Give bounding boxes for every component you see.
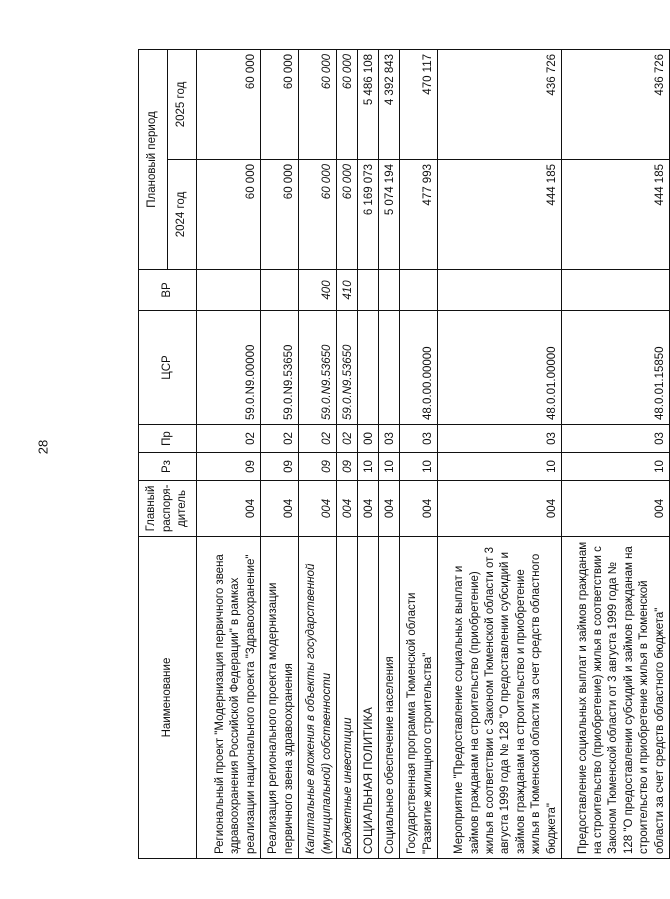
row-vr <box>400 270 438 311</box>
row-pr: 02 <box>261 425 299 453</box>
row-2024: 477 993 <box>400 160 438 270</box>
row-name: Бюджетные инвестиции <box>337 537 358 859</box>
row-vr <box>562 270 670 311</box>
row-name: Капитальные вложения в объекты государственной (муниципальной) собственности <box>299 537 337 859</box>
row-name: Социальное обеспечение населения <box>379 537 400 859</box>
col-header-csr: ЦСР <box>139 311 197 425</box>
row-rz: 10 <box>400 453 438 481</box>
row-admin: 004 <box>400 481 438 537</box>
row-name: Мероприятие "Предоставление социальных выплат и займов гражданам на строительство (приобретение) жилья в соответствии с Законом Тюменской области от 3 августа 1999 года № 128 "О предоставлении субсидий и займов гражданам на строительство и приобретение жилья в Тюменской области за счет средств областного бюджета" <box>438 537 562 859</box>
budget-table <box>138 49 670 859</box>
table-row <box>261 49 299 858</box>
header-row-1 <box>139 49 168 858</box>
row-rz: 09 <box>337 453 358 481</box>
row-csr <box>358 311 379 425</box>
table-row <box>562 49 670 858</box>
row-vr <box>358 270 379 311</box>
row-pr: 00 <box>358 425 379 453</box>
row-pr: 03 <box>400 425 438 453</box>
row-rz: 09 <box>197 453 261 481</box>
row-rz: 10 <box>562 453 670 481</box>
row-name: СОЦИАЛЬНАЯ ПОЛИТИКА <box>358 537 379 859</box>
row-2025: 60 000 <box>299 49 337 159</box>
row-admin: 004 <box>337 481 358 537</box>
row-csr <box>379 311 400 425</box>
row-csr: 59.0.N9.53650 <box>337 311 358 425</box>
col-header-pr: Пр <box>139 425 197 453</box>
row-vr: 400 <box>299 270 337 311</box>
table-row <box>337 49 358 858</box>
col-header-year-2025: 2025 год <box>168 49 197 159</box>
row-2024: 444 185 <box>562 160 670 270</box>
row-pr: 02 <box>337 425 358 453</box>
row-2025: 60 000 <box>261 49 299 159</box>
row-admin: 004 <box>261 481 299 537</box>
page-number: 28 <box>35 439 51 455</box>
row-2024: 6 169 073 <box>358 160 379 270</box>
row-rz: 10 <box>358 453 379 481</box>
row-pr: 03 <box>438 425 562 453</box>
row-2025: 4 392 843 <box>379 49 400 159</box>
table-row <box>358 49 379 858</box>
row-csr: 59.0.N9.00000 <box>197 311 261 425</box>
col-header-admin: Главный распоря-дитель <box>139 481 197 537</box>
row-admin: 004 <box>562 481 670 537</box>
row-vr <box>438 270 562 311</box>
row-2025: 470 117 <box>400 49 438 159</box>
table-row <box>299 49 337 858</box>
row-name: Государственная программа Тюменской области "Развитие жилищного строительства" <box>400 537 438 859</box>
row-admin: 004 <box>299 481 337 537</box>
row-csr: 48.0.00.00000 <box>400 311 438 425</box>
row-2024: 444 185 <box>438 160 562 270</box>
row-csr: 59.0.N9.53650 <box>299 311 337 425</box>
row-admin: 004 <box>438 481 562 537</box>
row-pr: 03 <box>379 425 400 453</box>
col-header-planned-period: Плановый период <box>139 49 168 269</box>
row-admin: 004 <box>379 481 400 537</box>
row-2024: 60 000 <box>197 160 261 270</box>
row-admin: 004 <box>197 481 261 537</box>
row-2025: 5 486 108 <box>358 49 379 159</box>
row-vr: 410 <box>337 270 358 311</box>
col-header-vr: ВР <box>139 270 197 311</box>
row-pr: 03 <box>562 425 670 453</box>
col-header-rz: Рз <box>139 453 197 481</box>
table-row <box>438 49 562 858</box>
row-vr <box>261 270 299 311</box>
row-2025: 436 726 <box>438 49 562 159</box>
row-pr: 02 <box>299 425 337 453</box>
row-name: Предоставление социальных выплат и займов гражданам на строительство (приобретение) жилья в соответствии с Законом Тюменской области от 3 августа 1999 года № 128 "О предоставлении субсидий и займов гражданам на строительство и приобретение жилья в Тюменской области за счет средств областного бюджета" <box>562 537 670 859</box>
row-rz: 09 <box>261 453 299 481</box>
row-rz: 10 <box>379 453 400 481</box>
row-rz: 10 <box>438 453 562 481</box>
col-header-year-2024: 2024 год <box>168 160 197 270</box>
row-2025: 60 000 <box>337 49 358 159</box>
col-header-name: Наименование <box>139 537 197 859</box>
row-2024: 60 000 <box>299 160 337 270</box>
row-2025: 436 726 <box>562 49 670 159</box>
row-pr: 02 <box>197 425 261 453</box>
row-csr: 48.0.01.00000 <box>438 311 562 425</box>
rotated-table-container <box>138 50 666 859</box>
row-csr: 59.0.N9.53650 <box>261 311 299 425</box>
row-name: Реализация регионального проекта модернизации первичного звена здравоохранения <box>261 537 299 859</box>
row-name: Региональный проект "Модернизация первичного звена здравоохранения Российской Федерации" в рамках реализации национального проекта "Здравоохранение" <box>197 537 261 859</box>
row-2024: 60 000 <box>261 160 299 270</box>
table-row <box>197 49 261 858</box>
row-2024: 60 000 <box>337 160 358 270</box>
row-csr: 48.0.01.15850 <box>562 311 670 425</box>
row-admin: 004 <box>358 481 379 537</box>
table-row <box>379 49 400 858</box>
row-2025: 60 000 <box>197 49 261 159</box>
row-2024: 5 074 194 <box>379 160 400 270</box>
row-vr <box>197 270 261 311</box>
row-vr <box>379 270 400 311</box>
row-rz: 09 <box>299 453 337 481</box>
table-row <box>400 49 438 858</box>
